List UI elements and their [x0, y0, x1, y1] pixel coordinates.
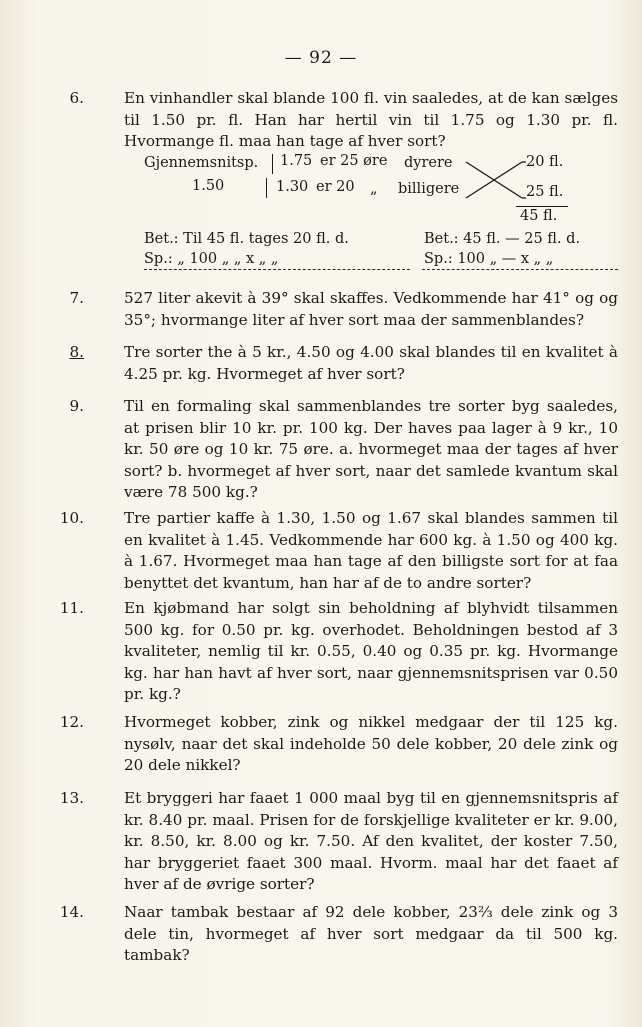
problem-8 — [69, 342, 618, 385]
worked-example — [124, 152, 624, 268]
bracket-line — [272, 154, 273, 174]
relation-20: er 20 — [316, 179, 355, 195]
cross-diagram — [464, 156, 526, 202]
bet-right-line-1: Bet.: 45 fl. — 25 fl. d. — [424, 231, 581, 247]
word-billigere: billigere — [398, 181, 460, 197]
bet-left-line-2: Sp.: „ 100 „ „ x „ „ — [144, 251, 279, 267]
problem-number: 12. — [59, 713, 84, 731]
problem-6 — [69, 88, 618, 153]
price-1-30: 1.30 — [276, 179, 309, 195]
relation-25-ore: er 25 øre — [320, 153, 388, 169]
problem-12 — [59, 712, 618, 777]
problem-text: Naar tambak bestaar af 92 dele kobber, 23⅔ dele zink og 3 dele tin, hvormeget af hver sort medgaar da til 500 kg. tambak? — [124, 903, 618, 964]
bet-left-line-1: Bet.: Til 45 fl. tages 20 fl. d. — [144, 231, 349, 247]
problem-number: 10. — [59, 509, 84, 527]
bet-right-line-2: Sp.: 100 „ — x „ „ — [424, 251, 554, 267]
dashed-rule — [422, 269, 618, 270]
problem-number: 7. — [69, 289, 84, 307]
gjennemsnitsp-label: Gjennemsnitsp. — [144, 155, 259, 171]
sum-line — [516, 206, 568, 207]
price-1-75: 1.75 — [280, 153, 313, 169]
problem-text: Tre partier kaffe à 1.30, 1.50 og 1.67 skal blandes sammen til en kvalitet à 1.45. Vedkommende har 600 kg. à 1.50 og 400 kg. à 1.67. Hvormeget maa han tage af den billigste sort for at faa benyttet det kvantum, han har af de to andre sorter? — [124, 509, 618, 592]
ditto-mark: „ — [370, 181, 378, 197]
problem-11 — [59, 598, 618, 706]
average-price: 1.50 — [192, 178, 225, 194]
problem-text: En vinhandler skal blande 100 fl. vin saaledes, at de kan sælges til 1.50 pr. fl. Han har hertil vin til 1.75 og 1.30 pr. fl. Hvormange fl. maa han tage af hver sort? — [124, 89, 618, 150]
problem-number: 11. — [59, 599, 84, 617]
bracket-line — [266, 178, 267, 198]
problem-number: 9. — [69, 397, 84, 415]
problem-number: 13. — [59, 789, 84, 807]
problem-text: 527 liter akevit à 39° skal skaffes. Vedkommende har 41° og og 35°; hvormange liter af hver sort maa der sammenblandes? — [124, 289, 618, 329]
problem-14 — [59, 902, 618, 967]
word-dyrere: dyrere — [404, 155, 453, 171]
problem-text: Tre sorter the à 5 kr., 4.50 og 4.00 skal blandes til en kvalitet à 4.25 pr. kg. Hvormeget af hver sort? — [124, 343, 618, 383]
problem-text: En kjøbmand har solgt sin beholdning af blyhvidt tilsammen 500 kg. for 0.50 pr. kg. overhodet. Beholdningen bestod af 3 kvaliteter, nemlig til kr. 0.55, 0.40 og 0.35 pr. kg. Hvormange kg. har han havt af hver sort, naar gjennemsnitsprisen var 0.50 pr. kg.? — [124, 599, 618, 703]
problem-9 — [69, 396, 618, 504]
problem-10 — [59, 508, 618, 594]
problem-text: Hvormeget kobber, zink og nikkel medgaar der til 125 kg. nysølv, naar det skal indeholde 50 dele kobber, 20 dele zink og 20 dele nikkel? — [124, 713, 618, 774]
problem-number: 8. — [69, 343, 84, 361]
problem-text: Til en formaling skal sammenblandes tre sorter byg saaledes, at prisen blir 10 kr. pr. 100 kg. Der haves paa lager à 9 kr., 10 kr. 50 øre og 10 kr. 75 øre. a. hvormeget maa der tages af hver sort? b. hvormeget af hver sort, naar det samlede kvantum skal være 78 500 kg.? — [124, 397, 618, 501]
page-number: — 92 — — [284, 48, 358, 68]
result-20-fl: 20 fl. — [526, 154, 564, 170]
problem-7 — [69, 288, 618, 331]
dashed-rule — [144, 269, 410, 270]
problem-text: Et bryggeri har faaet 1 000 maal byg til en gjennemsnitspris af kr. 8.40 pr. maal. Prisen for de forskjellige kvaliteter er kr. 9.00, kr. 8.50, kr. 8.00 og kr. 7.50. Af den kvalitet, der koster 7.50, har bryggeriet faaet 300 maal. Hvorm. maal har det faaet af hver af de øvrige sorter? — [124, 789, 618, 893]
problem-13 — [59, 788, 618, 896]
total-45-fl: 45 fl. — [520, 208, 558, 224]
problem-number: 14. — [59, 903, 84, 921]
result-25-fl: 25 fl. — [526, 184, 564, 200]
problem-number: 6. — [69, 89, 84, 107]
